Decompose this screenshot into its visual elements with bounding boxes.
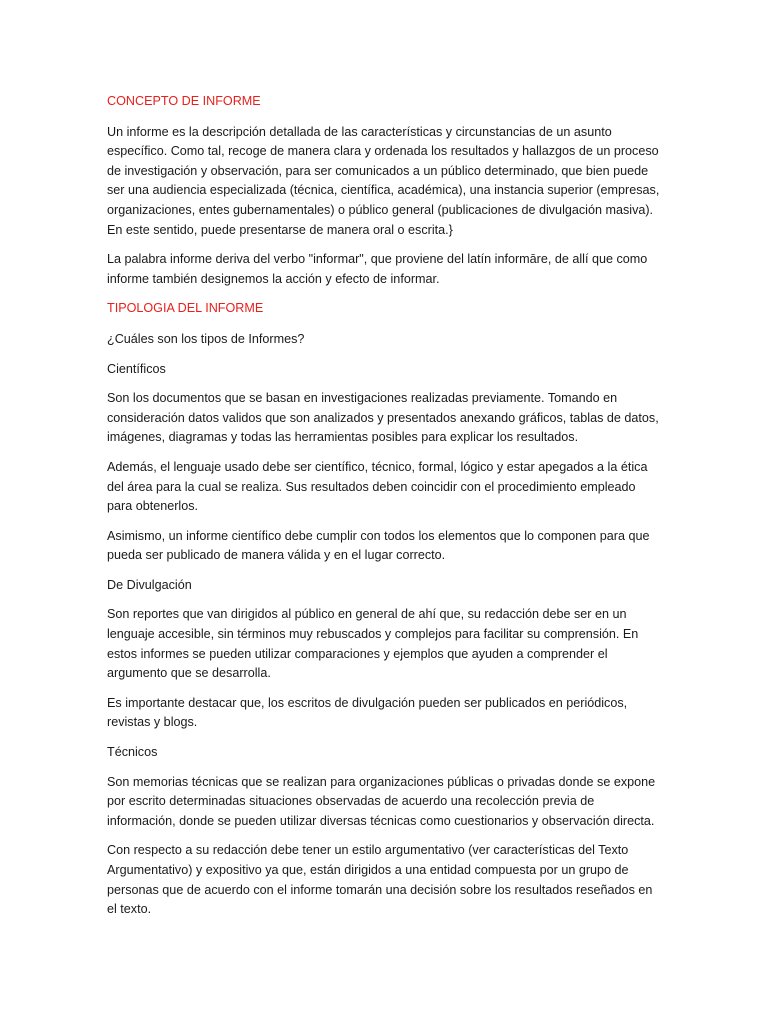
- paragraph-divulgacion-2: Es importante destacar que, los escritos de divulgación pueden ser publicados en periódicos, revistas y blogs.: [107, 695, 628, 730]
- paragraph-cientificos-1: Son los documentos que se basan en investigaciones realizadas previamente. Tomando en consideración datos validos que son analizados y presentados anexando gráficos, tablas de datos, imágenes, diagramas y todas las herramientas posibles para explicar los resultados.: [107, 391, 659, 445]
- question-text: ¿Cuáles son los tipos de Informes?: [107, 331, 305, 346]
- section-title-divulgacion: De Divulgación: [107, 577, 192, 592]
- section-title-cientificos: Científicos: [107, 361, 166, 376]
- heading-tipologia: TIPOLOGIA DEL INFORME: [107, 301, 264, 316]
- paragraph-cientificos-3: Asimismo, un informe científico debe cumplir con todos los elementos que lo componen para que pueda ser publicado de manera válida y en el lugar correcto.: [107, 528, 650, 563]
- paragraph-tecnicos-2: Con respecto a su redacción debe tener un estilo argumentativo (ver características del Texto Argumentativo) y expositivo ya que, están dirigidos a una entidad compuesta por un grupo de personas que de acuerdo con el informe tomarán una decisión sobre los resultados reseñados en el texto.: [107, 843, 653, 917]
- paragraph-tecnicos-1: Son memorias técnicas que se realizan para organizaciones públicas o privadas donde se expone por escrito determinadas situaciones observadas de acuerdo una recolección previa de información, donde se pueden utilizar diversas técnicas como cuestionarios y observación directa.: [107, 774, 656, 828]
- paragraph-cientificos-2: Además, el lenguaje usado debe ser científico, técnico, formal, lógico y estar apegados a la ética del área para la cual se realiza. Sus resultados deben coincidir con el procedimiento empleado para obtenerlos.: [107, 459, 648, 514]
- section-title-tecnicos: Técnicos: [107, 745, 158, 760]
- paragraph-concepto-2: La palabra informe deriva del verbo "informar", que proviene del latín informāre, de allí que como informe también designemos la acción y efecto de informar.: [107, 252, 648, 286]
- paragraph-concepto-1: Un informe es la descripción detallada de las características y circunstancias de un asunto específico. Como tal, recoge de manera clara y ordenada los resultados y hallazgos de un proceso de investigación y observación, para ser comunicados a un público determinado, que bien puede ser una audiencia especializada (técnica, científica, académica), una instancia superior (empresas, organizaciones, entes gubernamentales) o público general (publicaciones de divulgación masiva). En este sentido, puede presentarse de manera oral o escrita.}: [107, 124, 660, 237]
- heading-concepto: CONCEPTO DE INFORME: [107, 94, 261, 108]
- paragraph-divulgacion-1: Son reportes que van dirigidos al público en general de ahí que, su redacción debe ser en un lenguaje accesible, sin términos muy rebuscados y complejos para facilitar su comprensión. En estos informes se pueden utilizar comparaciones y ejemplos que ayuden a comprender el argumento que se desarrolla.: [107, 607, 639, 681]
